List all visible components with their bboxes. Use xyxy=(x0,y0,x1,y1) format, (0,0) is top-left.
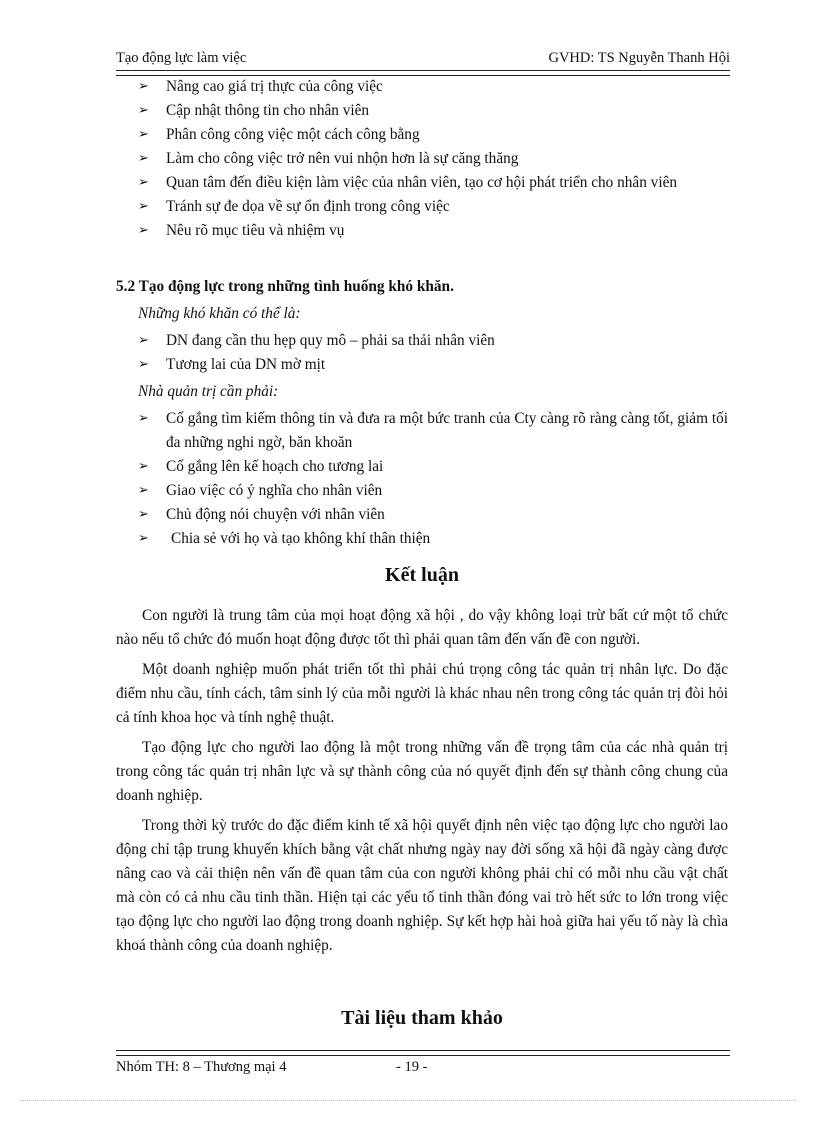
list-item: ➢ DN đang cần thu hẹp quy mô – phải sa thải nhân viên xyxy=(116,329,728,353)
list-item: ➢ Cố gắng tìm kiếm thông tin và đưa ra một bức tranh của Cty càng rõ ràng càng tốt, giảm tối đa những nghi ngờ, băn khoăn xyxy=(116,407,728,455)
list-item: ➢ Nêu rõ mục tiêu và nhiệm vụ xyxy=(116,219,728,243)
conclusion-paragraph: Tạo động lực cho người lao động là một trong những vấn đề trọng tâm của các nhà quản trị trong công tác quản trị nhân lực và sự thành công của nó quyết định đến sự thành công chung của doanh nghiệp. xyxy=(116,739,728,804)
list-item: ➢ Tránh sự đe dọa về sự ổn định trong công việc xyxy=(116,195,728,219)
section-5-2 xyxy=(116,275,728,551)
header-title: Tạo động lực làm việc xyxy=(116,50,247,66)
conclusion-paragraph: Con người là trung tâm của mọi hoạt động xã hội , do vậy không loại trừ bất cứ một tổ chức nào nếu tổ chức đó muốn hoạt động được tốt thì phải quan tâm đến vấn đề con người. xyxy=(116,607,728,648)
arrow-bullet-icon: ➢ xyxy=(138,483,149,498)
difficulties-label: Những khó khăn có thể là: xyxy=(138,305,301,322)
footer-rule xyxy=(116,1050,730,1056)
arrow-bullet-icon: ➢ xyxy=(138,357,149,372)
arrow-bullet-icon: ➢ xyxy=(138,151,149,166)
header-advisor: GVHD: TS Nguyễn Thanh Hội xyxy=(548,50,730,66)
page-header xyxy=(116,50,730,70)
section-title: 5.2 Tạo động lực trong những tình huống khó khăn. xyxy=(116,278,454,295)
list-item: ➢ Tương lai của DN mờ mịt xyxy=(116,353,728,377)
arrow-bullet-icon: ➢ xyxy=(138,531,149,546)
list-item: ➢ Làm cho công việc trở nên vui nhộn hơn là sự căng thăng xyxy=(116,147,728,171)
page-edge-divider xyxy=(20,1100,796,1101)
arrow-bullet-icon: ➢ xyxy=(138,175,149,190)
arrow-bullet-icon: ➢ xyxy=(138,507,149,522)
references-title: Tài liệu tham khảo xyxy=(341,1007,503,1029)
footer-group: Nhóm TH: 8 – Thương mại 4 xyxy=(116,1059,287,1075)
arrow-bullet-icon: ➢ xyxy=(138,103,149,118)
list-item: ➢ Quan tâm đến điều kiện làm việc của nhân viên, tạo cơ hội phát triển cho nhân viên xyxy=(116,171,728,195)
conclusion-paragraph: Một doanh nghiệp muốn phát triển tốt thì phải chú trọng công tác quản trị nhân lực. Do đặc điểm nhu cầu, tính cách, tâm sinh lý của mỗi người là khác nhau nên trong công tác quản trị đòi hỏi cả tính khoa học và tính nghệ thuật. xyxy=(116,661,728,726)
conclusion-body xyxy=(116,604,728,964)
conclusion-title: Kết luận xyxy=(385,564,459,586)
managers-label: Nhà quản trị cần phải: xyxy=(138,383,279,400)
list-item: ➢ Chia sẻ với họ và tạo không khí thân thiện xyxy=(116,527,728,551)
arrow-bullet-icon: ➢ xyxy=(138,333,149,348)
arrow-bullet-icon: ➢ xyxy=(138,127,149,142)
arrow-bullet-icon: ➢ xyxy=(138,411,149,426)
list-item: ➢ Cập nhật thông tin cho nhân viên xyxy=(116,99,728,123)
conclusion-paragraph: Trong thời kỳ trước do đặc điểm kinh tế xã hội quyết định nên việc tạo động lực cho người lao động chỉ tập trung khuyến khích bằng vật chất nhưng ngày nay đời sống xã hội đã ngày càng được nâng cao và cải thiện nên vấn đề quan tâm của con người không phải chỉ có mỗi nhu cầu vật chất mà còn có cả nhu cầu tinh thần. Hiện tại các yếu tố tinh thần đóng vai trò hết sức to lớn trong việc tạo động lực cho người lao động trong doanh nghiệp. Sự kết hợp hài hoà giữa hai yếu tố này là chìa khoá thành công của doanh nghiệp. xyxy=(116,817,728,954)
list-item: ➢ Phân công công việc một cách công bằng xyxy=(116,123,728,147)
list-item: ➢ Giao việc có ý nghĩa cho nhân viên xyxy=(116,479,728,503)
arrow-bullet-icon: ➢ xyxy=(138,199,149,214)
arrow-bullet-icon: ➢ xyxy=(138,79,149,94)
arrow-bullet-icon: ➢ xyxy=(138,459,149,474)
top-bullet-list xyxy=(116,75,728,243)
list-item: ➢ Chủ động nói chuyện với nhân viên xyxy=(116,503,728,527)
list-item: ➢ Cố gắng lên kế hoạch cho tương lai xyxy=(116,455,728,479)
page-number: - 19 - xyxy=(396,1059,428,1075)
arrow-bullet-icon: ➢ xyxy=(138,223,149,238)
list-item: ➢ Nâng cao giá trị thực của công việc xyxy=(116,75,728,99)
